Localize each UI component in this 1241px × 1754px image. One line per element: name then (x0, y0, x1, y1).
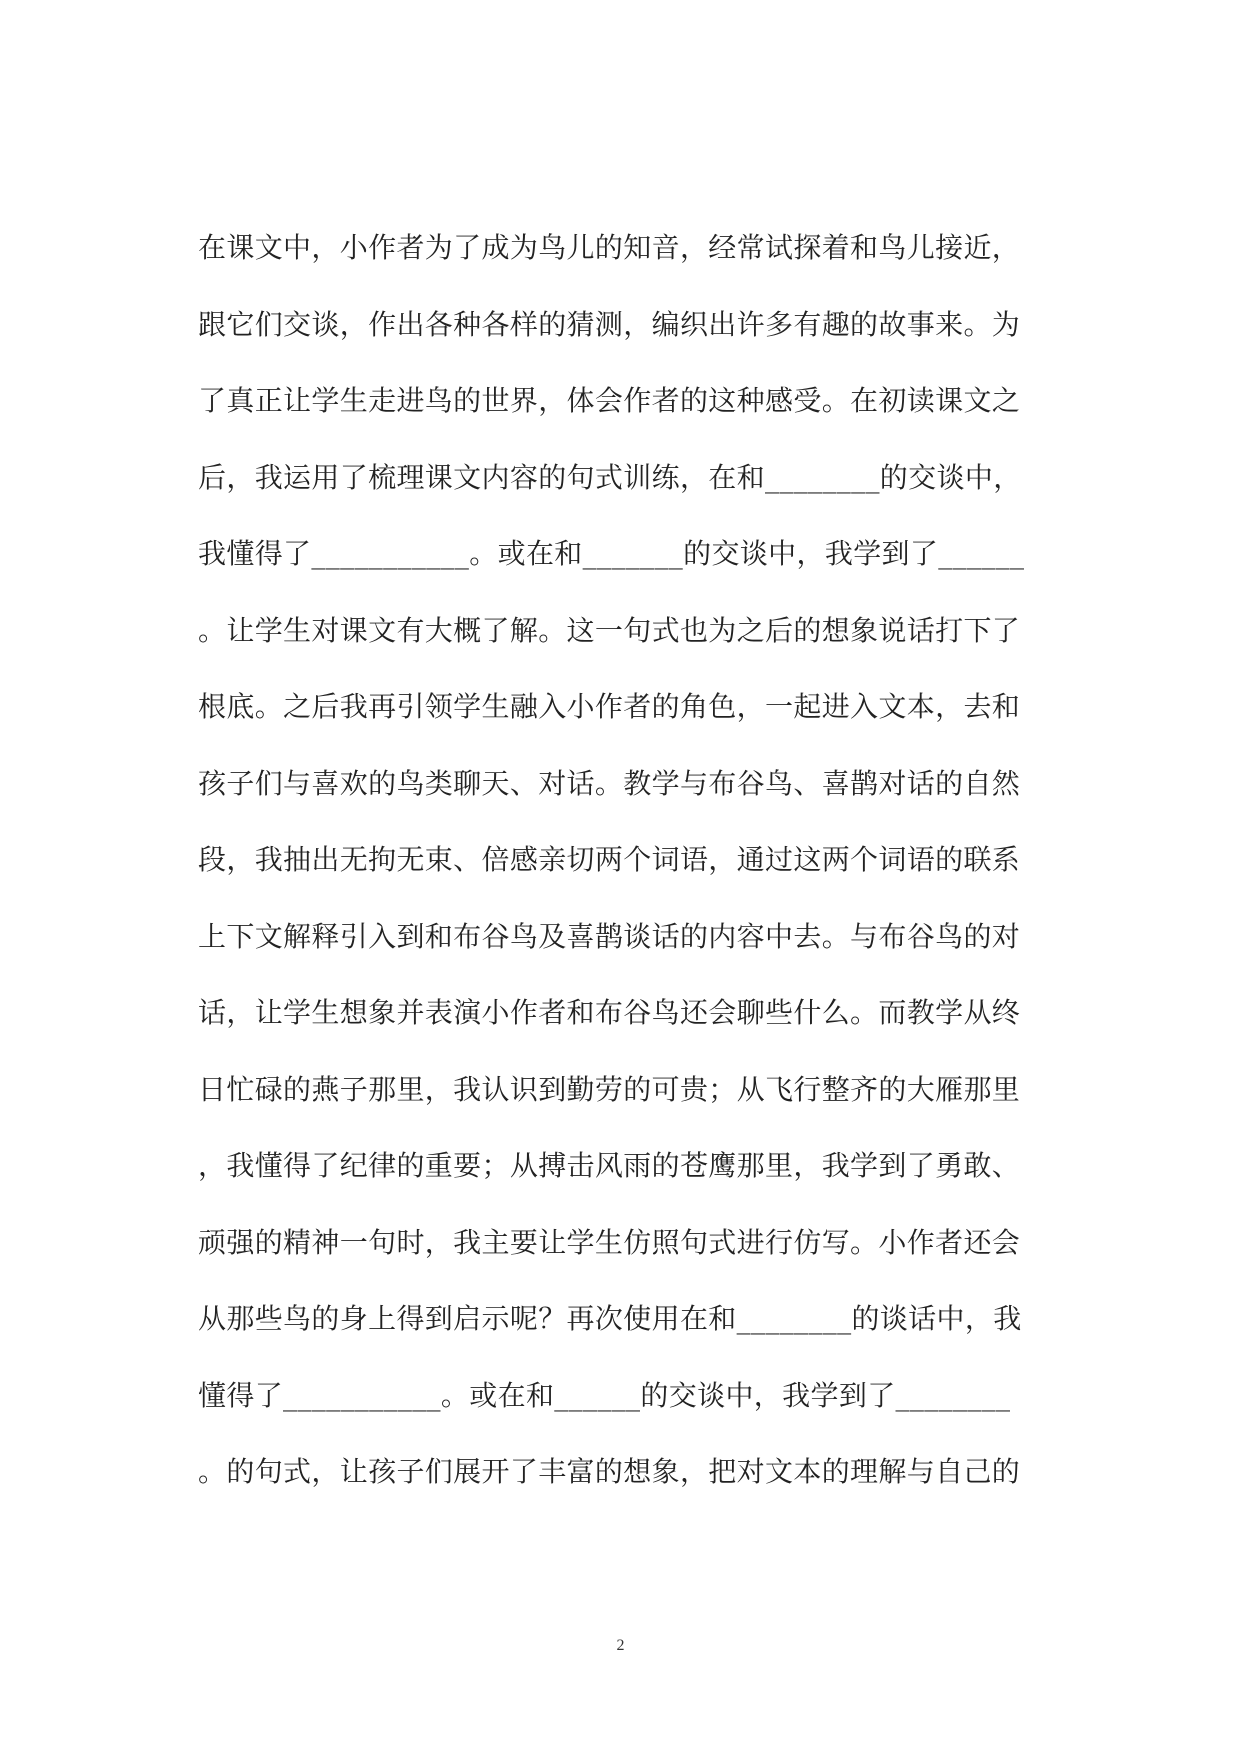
page-number: 2 (616, 1637, 625, 1654)
text-line: 上下文解释引入到和布谷鸟及喜鹊谈话的内容中去。与布谷鸟的对 (198, 919, 1021, 953)
text-line: 。的句式，让孩子们展开了丰富的想象，把对文本的理解与自己的 (198, 1455, 1021, 1488)
text-line: 顽强的精神一句时，我主要让学生仿照句式进行仿写。小作者还会 (198, 1225, 1021, 1259)
text-line: 我懂得了___________。或在和_______的交谈中，我学到了______ (198, 537, 1025, 570)
text-line: 从那些鸟的身上得到启示呢？再次使用在和________的谈话中，我 (198, 1302, 1022, 1335)
text-line: 跟它们交谈，作出各种各样的猜测，编织出许多有趣的故事来。为 (198, 307, 1021, 341)
text-line: 了真正让学生走进鸟的世界，体会作者的这种感受。在初读课文之 (198, 384, 1021, 417)
text-line: 话，让学生想象并表演小作者和布谷鸟还会聊些什么。而教学从终 (198, 996, 1021, 1029)
text-line: 日忙碌的燕子那里，我认识到勤劳的可贵；从飞行整齐的大雁那里 (198, 1072, 1021, 1106)
text-line: 。让学生对课文有大概了解。这一句式也为之后的想象说话打下了 (198, 613, 1021, 647)
text-line: 段，我抽出无拘无束、倍感亲切两个词语，通过这两个词语的联系 (198, 843, 1021, 876)
body-text (198, 210, 1058, 1511)
text-line: 根底。之后我再引领学生融入小作者的角色，一起进入文本，去和 (198, 690, 1021, 723)
text-line: 懂得了___________。或在和______的交谈中，我学到了________ (198, 1378, 1011, 1412)
text-line: 后，我运用了梳理课文内容的句式训练，在和________的交谈中， (198, 460, 1022, 494)
text-line: ，我懂得了纪律的重要；从搏击风雨的苍鹰那里，我学到了勇敢、 (198, 1149, 1021, 1182)
text-line: 孩子们与喜欢的鸟类聊天、对话。教学与布谷鸟、喜鹊对话的自然 (198, 766, 1021, 800)
text-line: 在课文中，小作者为了成为鸟儿的知音，经常试探着和鸟儿接近， (198, 231, 1021, 264)
